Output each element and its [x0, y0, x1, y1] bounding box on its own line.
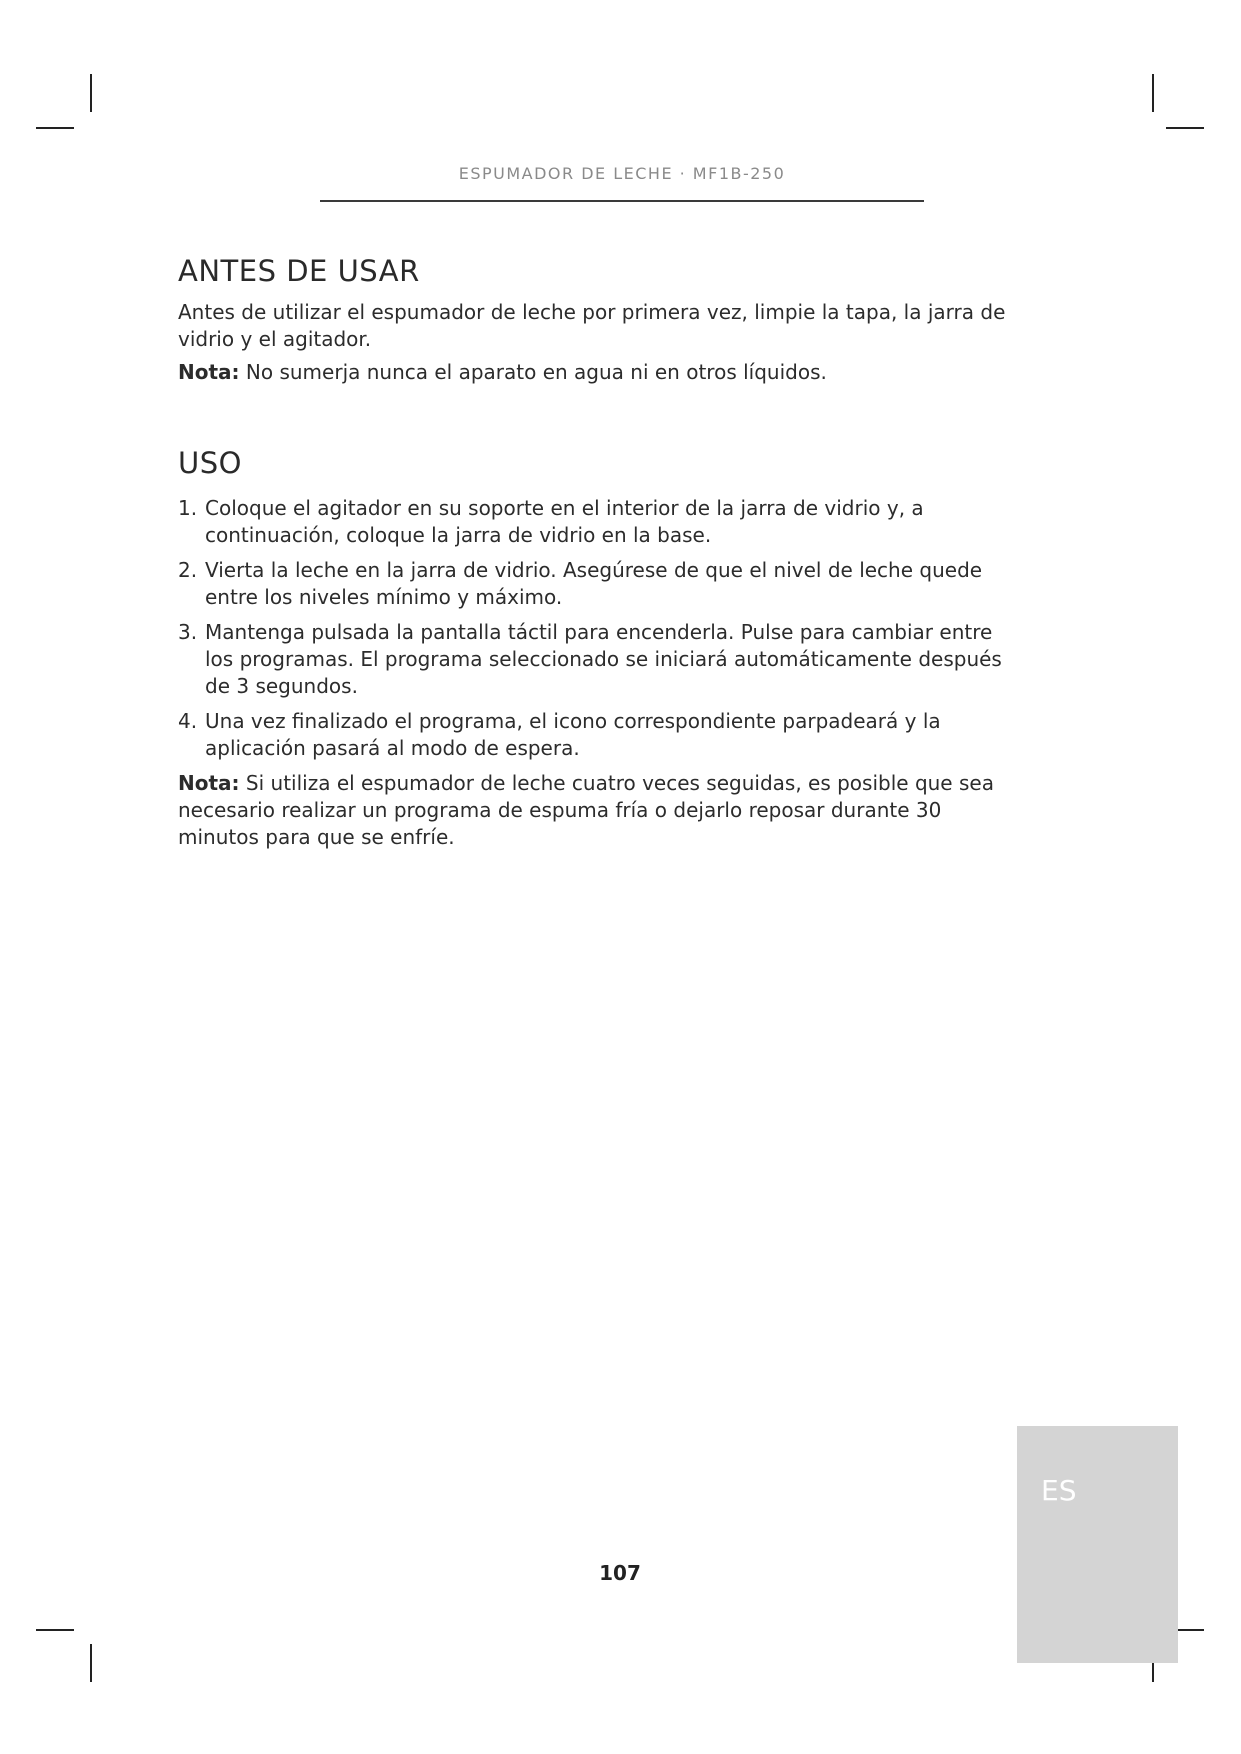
step-number: 4. — [178, 708, 198, 733]
step-number: 1. — [178, 495, 198, 520]
step-number: 2. — [178, 557, 198, 582]
steps-list — [178, 495, 1008, 762]
step-text: Una vez finalizado el programa, el icono correspondiente parpadeará y la aplicación pasará al modo de espera. — [205, 708, 941, 760]
list-item — [178, 495, 1008, 549]
note-label: Nota: — [178, 770, 240, 795]
crop-mark-top-left-vertical — [90, 74, 92, 112]
crop-mark-bottom-left-vertical — [90, 1644, 92, 1682]
list-item — [178, 557, 1008, 611]
section-title-use: USO — [178, 445, 242, 480]
step-text: Vierta la leche en la jarra de vidrio. Asegúrese de que el nivel de leche quede entre los niveles mínimo y máximo. — [205, 557, 983, 609]
note-text: No sumerja nunca el aparato en agua ni en otros líquidos. — [239, 359, 827, 384]
note-text: Si utiliza el espumador de leche cuatro veces seguidas, es posible que sea necesario realizar un programa de espuma fría o dejarlo reposar durante 30 minutos para que se enfríe. — [178, 770, 994, 849]
section-title-before-use: ANTES DE USAR — [178, 254, 420, 288]
crop-mark-bottom-left-horizontal — [36, 1629, 74, 1631]
language-tab-label: ES — [1041, 1474, 1077, 1507]
page-number: 107 — [599, 1561, 641, 1585]
crop-mark-top-right-vertical — [1152, 74, 1154, 112]
step-text: Mantenga pulsada la pantalla táctil para encenderla. Pulse para cambiar entre los programas. El programa seleccionado se iniciará automáticamente después de 3 segundos. — [205, 619, 1002, 698]
page-content — [178, 254, 1008, 851]
list-item — [178, 708, 1008, 762]
before-use-note — [178, 359, 1008, 386]
step-text: Coloque el agitador en su soporte en el interior de la jarra de vidrio y, a continuación, coloque la jarra de vidrio en la base. — [205, 495, 924, 547]
note-label: Nota: — [178, 359, 240, 384]
language-tab — [1017, 1426, 1178, 1663]
before-use-paragraph: Antes de utilizar el espumador de leche por primera vez, limpie la tapa, la jarra de vidrio y el agitador. — [178, 299, 1006, 351]
crop-mark-top-right-horizontal — [1166, 127, 1204, 129]
running-header: ESPUMADOR DE LECHE · MF1B-250 — [458, 164, 786, 183]
step-number: 3. — [178, 619, 198, 644]
section-use — [178, 446, 1008, 851]
use-note — [178, 770, 1008, 851]
list-item — [178, 619, 1008, 700]
section-before-use — [178, 254, 1008, 386]
crop-mark-top-left-horizontal — [36, 127, 74, 129]
header-divider — [320, 200, 924, 202]
